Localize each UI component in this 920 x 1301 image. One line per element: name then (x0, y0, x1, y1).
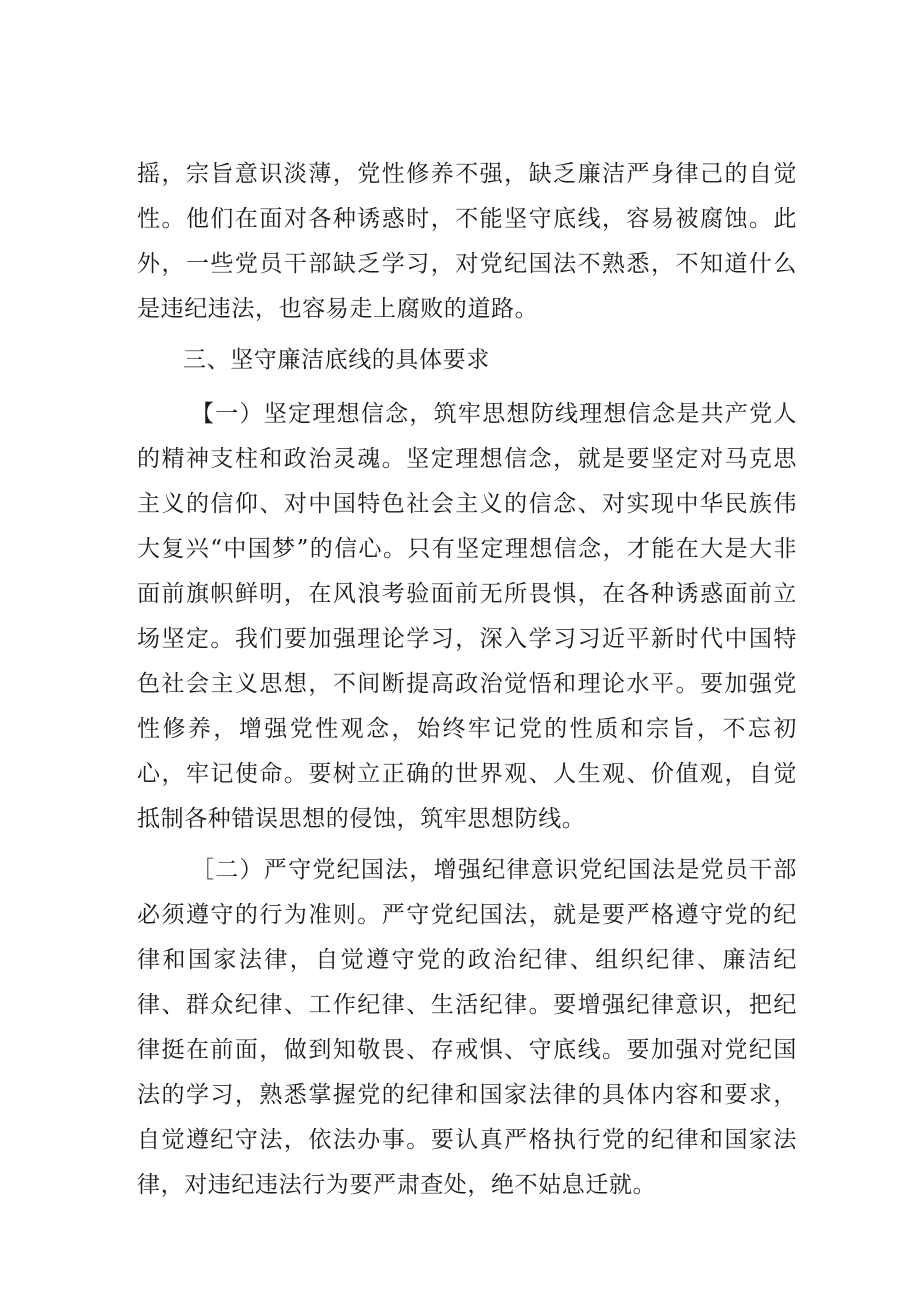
continuation-paragraph: 摇，宗旨意识淡薄，党性修养不强，缺乏廉洁严身律己的自觉性。他们在面对各种诱惑时，不能坚守底线，容易被腐蚀。此外，一些党员干部缺乏学习，对党纪国法不熟悉，不知道什么是违纪违法，也容易走上腐败的道路。 (137, 161, 797, 322)
document-body (137, 152, 797, 1208)
section-heading: 三、坚守廉洁底线的具体要求 (183, 347, 490, 373)
point-two-paragraph: ［二）严守党纪国法，增强纪律意识党纪国法是党员干部必须遵守的行为准则。严守党纪国法，就是要严格遵守党的纪律和国家法律，自觉遵守党的政治纪律、组织纪律、廉洁纪律、群众纪律、工作纪律、生活纪律。要增强纪律意识，把纪律挺在前面，做到知敬畏、存戒惧、守底线。要加强对党纪国法的学习，熟悉掌握党的纪律和国家法律的具体内容和要求，自觉遵纪守法，依法办事。要认真严格执行党的纪律和国家法律，对违纪违法行为要严肃查处，绝不姑息迁就。 (137, 857, 797, 1198)
point-one-paragraph: 【一）坚定理想信念，筑牢思想防线理想信念是共产党人的精神支柱和政治灵魂。坚定理想信念，就是要坚定对马克思主义的信仰、对中国特色社会主义的信念、对实现中华民族伟大复兴“中国梦”的信心。只有坚定理想信念，才能在大是大非面前旗帜鲜明，在风浪考验面前无所畏惧，在各种诱惑面前立场坚定。我们要加强理论学习，深入学习习近平新时代中国特色社会主义思想，不间断提高政治觉悟和理论水平。要加强党性修养，增强党性观念，始终牢记党的性质和宗旨，不忘初心，牢记使命。要树立正确的世界观、人生观、价值观，自觉抵制各种错误思想的侵蚀，筑牢思想防线。 (137, 401, 797, 832)
